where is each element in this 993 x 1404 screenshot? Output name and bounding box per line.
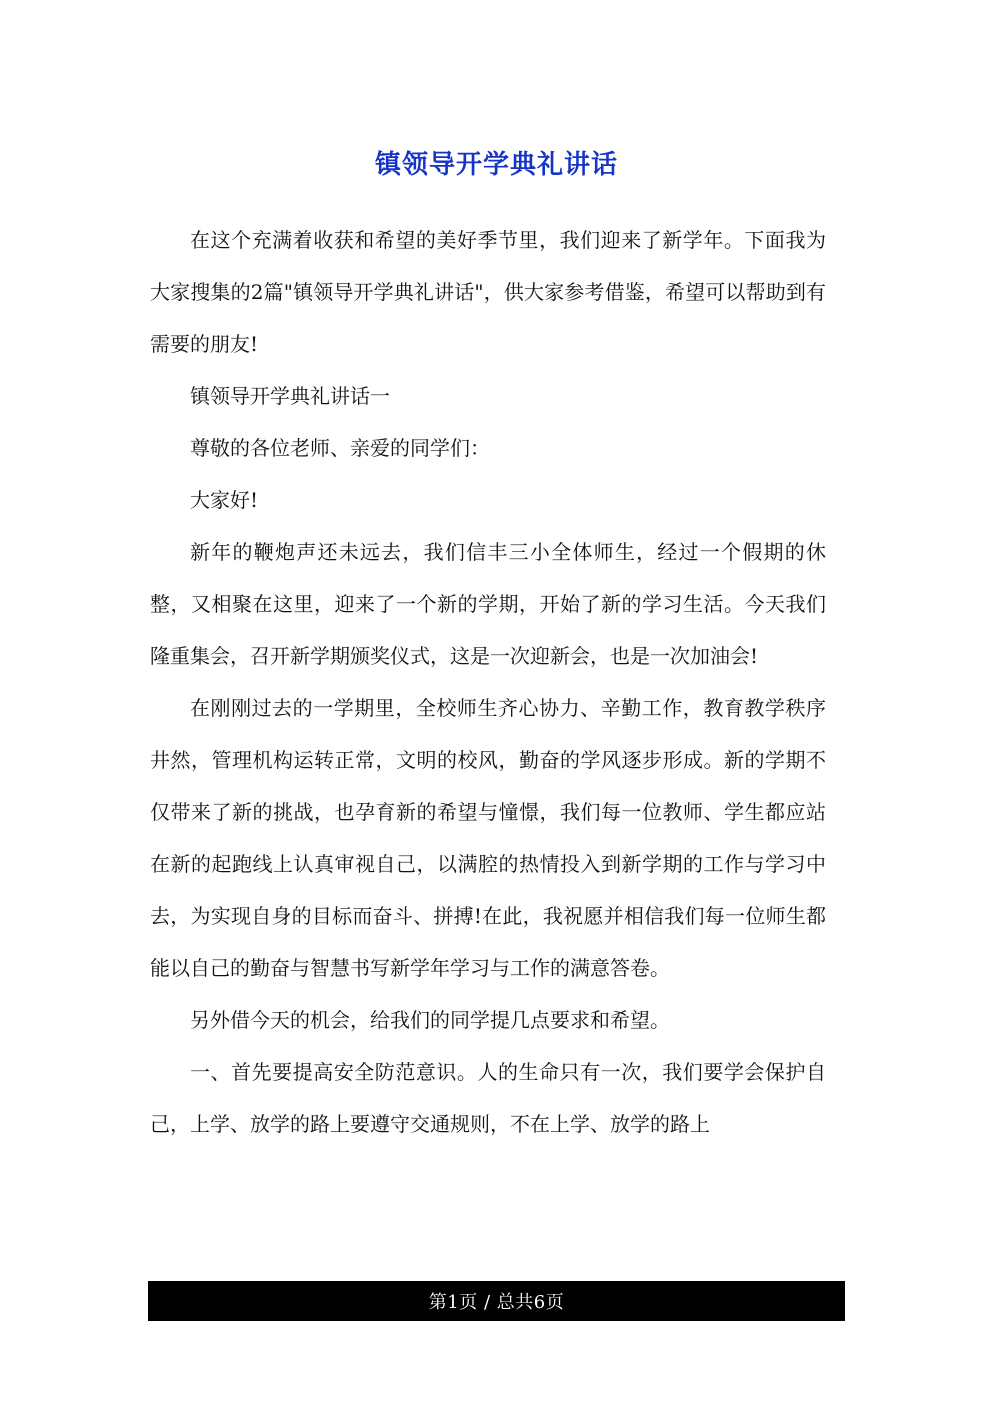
section-heading: 镇领导开学典礼讲话一 xyxy=(190,384,390,408)
paragraph: 新年的鞭炮声还未远去，我们信丰三小全体师生，经过一个假期的休整，又相聚在这里，迎来了一个新的学期，开始了新的学习生活。今天我们隆重集会，召开新学期颁奖仪式，这是一次迎新会，也是一次加油会! xyxy=(150,540,826,668)
paragraph: 在刚刚过去的一学期里，全校师生齐心协力、辛勤工作，教育教学秩序井然，管理机构运转正常，文明的校风，勤奋的学风逐步形成。新的学期不仅带来了新的挑战，也孕育新的希望与憧憬，我们每一位教师、学生都应站在新的起跑线上认真审视自己，以满腔的热情投入到新学期的工作与学习中去，为实现自身的目标而奋斗、拼搏!在此，我祝愿并相信我们每一位师生都能以自己的勤奋与智慧书写新学年学习与工作的满意答卷。 xyxy=(150,696,826,980)
document-body xyxy=(150,214,826,1150)
paragraph-intro: 在这个充满着收获和希望的美好季节里，我们迎来了新学年。下面我为大家搜集的2篇"镇领导开学典礼讲话"，供大家参考借鉴，希望可以帮助到有需要的朋友! xyxy=(150,228,826,356)
paragraph: 一、首先要提高安全防范意识。人的生命只有一次，我们要学会保护自己，上学、放学的路上要遵守交通规则，不在上学、放学的路上 xyxy=(150,1060,826,1136)
salutation: 尊敬的各位老师、亲爱的同学们： xyxy=(190,436,490,460)
paragraph: 另外借今天的机会，给我们的同学提几点要求和希望。 xyxy=(190,1008,670,1032)
document-title: 镇领导开学典礼讲话 xyxy=(374,150,618,181)
page-indicator: 第1页 / 总共6页 xyxy=(428,1292,565,1313)
greeting: 大家好! xyxy=(190,488,259,512)
page-footer-bar xyxy=(148,1281,845,1321)
